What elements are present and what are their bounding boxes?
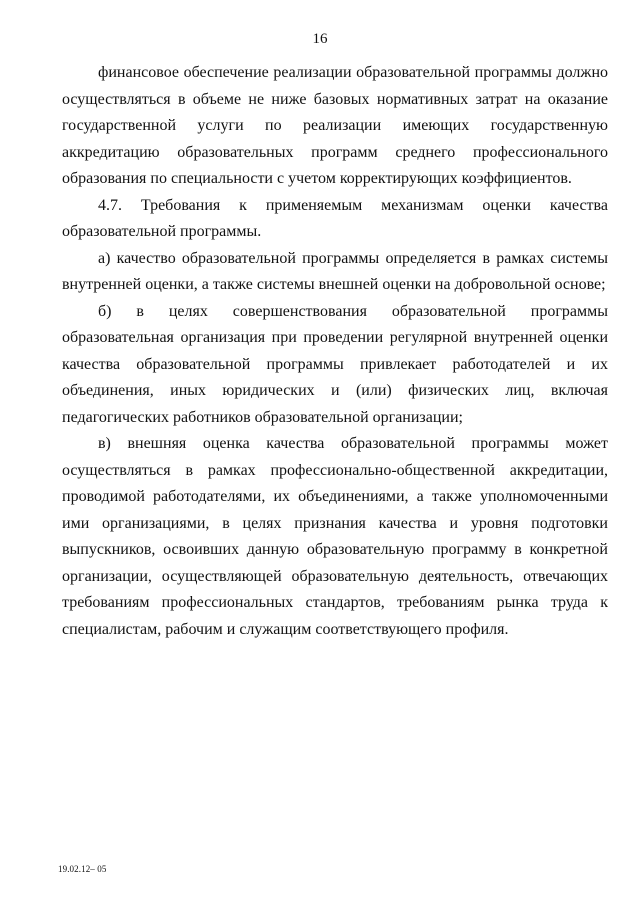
- footer-document-code: 19.02.12– 05: [58, 864, 107, 874]
- paragraph-item-a: а) качество образовательной программы определяется в рамках системы внутренней оценки, а также системы внешней оценки на добровольной основе;: [62, 249, 608, 293]
- page-number: 16: [312, 31, 328, 47]
- document-body: [62, 60, 608, 643]
- paragraph-section-4-7-heading: 4.7. Требования к применяемым механизмам оценки качества образовательной программы.: [62, 196, 608, 240]
- paragraph-item-v: в) внешняя оценка качества образовательной программы может осуществляться в рамках профессионально-общественной аккредитации, проводимой работодателями, их объединениями, а также уполномоченными ими организациями, в целях признания качества и уровня подготовки выпускников, освоивших данную образовательную программу в конкретной организации, осуществляющей образовательную деятельность, отвечающих требованиям профессиональных стандартов, требованиям рынка труда к специалистам, рабочим и служащим соответствующего профиля.: [62, 435, 608, 638]
- paragraph-funding: финансовое обеспечение реализации образовательной программы должно осуществляться в объеме не ниже базовых нормативных затрат на оказание государственной услуги по реализации имеющих государственную аккредитацию образовательных программ среднего профессионального образования по специальности с учетом корректирующих коэффициентов.: [62, 64, 608, 187]
- paragraph-item-b: б) в целях совершенствования образовательной программы образовательная организация при проведении регулярной внутренней оценки качества образовательной программы привлекает работодателей и их объединения, иных юридических и (или) физических лиц, включая педагогических работников образовательной организации;: [62, 302, 608, 426]
